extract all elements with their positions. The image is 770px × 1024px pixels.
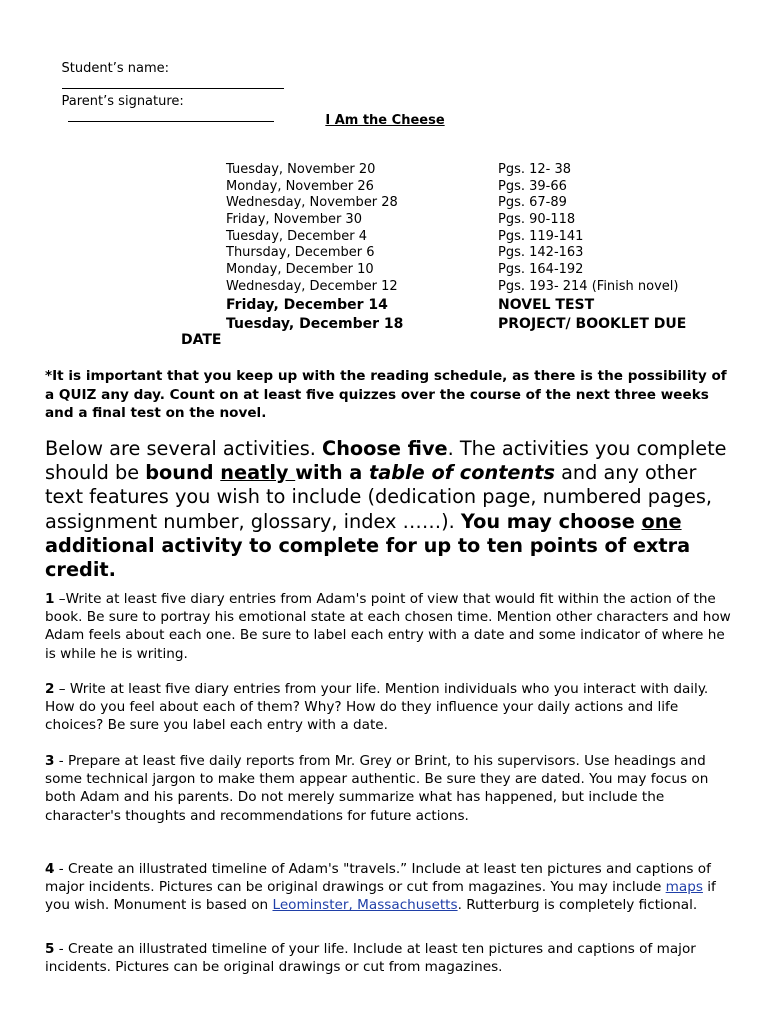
intro-with: with a	[295, 461, 370, 485]
schedule-pages: Pgs. 67-89	[498, 195, 567, 211]
schedule-date: Friday, November 30	[226, 212, 362, 228]
activity-text: - Prepare at least five daily reports from Mr. Grey or Brint, to his supervisors. Use headings and some technical jargon to make them appear authentic. Be sure they are dated. You may focus on both Adam and his parents. Do not merely summarize what has happened, but include the character's thoughts and recommendations for future actions.	[45, 753, 709, 824]
schedule-date: Wednesday, November 28	[226, 195, 398, 211]
schedule-pages: PROJECT/ BOOKLET DUE	[498, 315, 687, 332]
schedule-date: Tuesday, December 18	[226, 315, 404, 332]
activity-4	[45, 860, 735, 915]
schedule-row	[226, 195, 746, 212]
activity-5	[45, 940, 735, 976]
activity-2	[45, 680, 735, 735]
maps-link[interactable]: maps	[665, 879, 703, 896]
intro-extra-credit: additional activity to complete for up to ten points of extra credit.	[45, 533, 691, 582]
schedule-row	[226, 212, 746, 229]
activity-number: 1	[45, 591, 55, 607]
schedule-pages: Pgs. 119-141	[498, 228, 584, 244]
intro-one: one	[641, 509, 682, 533]
activity-text: – Write at least five diary entries from your life. Mention individuals who you interact with daily. How do you feel about each of them? Why? How do they influence your daily actions and life choices? Be sure you label each entry with a date.	[45, 681, 709, 734]
schedule-date: Monday, November 26	[226, 178, 374, 194]
schedule-row	[226, 179, 746, 196]
schedule-row	[226, 315, 746, 334]
parent-signature-field	[45, 79, 274, 141]
activity-number: 5	[45, 941, 55, 957]
schedule-pages: NOVEL TEST	[498, 296, 595, 313]
schedule-row	[226, 245, 746, 262]
schedule-pages: Pgs. 142-163	[498, 245, 584, 261]
schedule-date: Tuesday, November 20	[226, 162, 376, 177]
activity-number: 4	[45, 861, 55, 877]
page-title: I Am the Cheese	[325, 113, 445, 128]
schedule-date: Monday, December 10	[226, 262, 374, 278]
schedule-row	[226, 279, 746, 296]
intro-bound: bound	[145, 461, 221, 485]
intro-neatly: neatly	[220, 461, 296, 485]
activity-text: –Write at least five diary entries from Adam's point of view that would fit within the action of the book. Be sure to portray his emotional state at each chosen time. Mention other characters and how Adam feels about each one. Be sure to label each entry with a date and some indicator of where he is while he is writing.	[45, 591, 731, 662]
schedule-date: Wednesday, December 12	[226, 278, 398, 294]
student-name-label: Student’s name:	[61, 61, 169, 76]
activity-number: 3	[45, 753, 55, 769]
leominster-link[interactable]: Leominster, Massachusetts	[272, 897, 458, 914]
date-label: DATE	[181, 332, 222, 348]
reading-schedule-note: *It is important that you keep up with the reading schedule, as there is the possibility of a QUIZ any day. Count on at least five quizzes over the course of the next three weeks and a final test on the novel.	[45, 368, 727, 421]
parent-signature-label: Parent’s signature:	[61, 94, 184, 109]
activity-text: - Create an illustrated timeline of Adam's "travels.” Include at least ten pictures and captions of major incidents. Pictures can be original drawings or cut from magazines. You may include	[45, 861, 711, 896]
activity-number: 2	[45, 681, 55, 697]
schedule-row	[226, 296, 746, 315]
activity-1	[45, 590, 735, 663]
schedule-row	[226, 229, 746, 246]
intro-text: . The activities you complete should be	[45, 437, 727, 485]
schedule-pages: Pgs. 39-66	[498, 178, 567, 194]
schedule-date: Tuesday, December 4	[226, 228, 367, 244]
activity-3	[45, 752, 735, 825]
intro-you-may-choose: You may choose	[460, 509, 642, 533]
schedule-pages: Pgs. 193- 214 (Finish novel)	[498, 278, 679, 294]
schedule-pages: Pgs. 164-192	[498, 262, 584, 278]
intro-text: and any other text features you wish to include (dedication page, numbered pages, assignment number, glossary, index ……).	[45, 461, 713, 533]
intro-choose-five: Choose five	[322, 437, 448, 460]
activity-text: . Rutterburg is completely fictional.	[457, 897, 698, 914]
intro-text: Below are several activities.	[45, 437, 323, 460]
schedule-pages: Pgs. 90-118	[498, 212, 576, 228]
activities-intro	[45, 437, 735, 582]
schedule-row	[226, 162, 746, 179]
schedule-date: Thursday, December 6	[226, 245, 375, 261]
schedule-date: Friday, December 14	[226, 296, 388, 313]
activity-text: if you wish. Monument is based on	[45, 879, 716, 914]
reading-schedule	[226, 162, 746, 334]
schedule-row	[226, 262, 746, 279]
schedule-pages: Pgs. 12- 38	[498, 162, 572, 177]
activity-text: - Create an illustrated timeline of your life. Include at least ten pictures and captions of major incidents. Pictures can be original drawings or cut from magazines.	[45, 941, 696, 976]
intro-table-of-contents: table of contents	[369, 461, 555, 485]
